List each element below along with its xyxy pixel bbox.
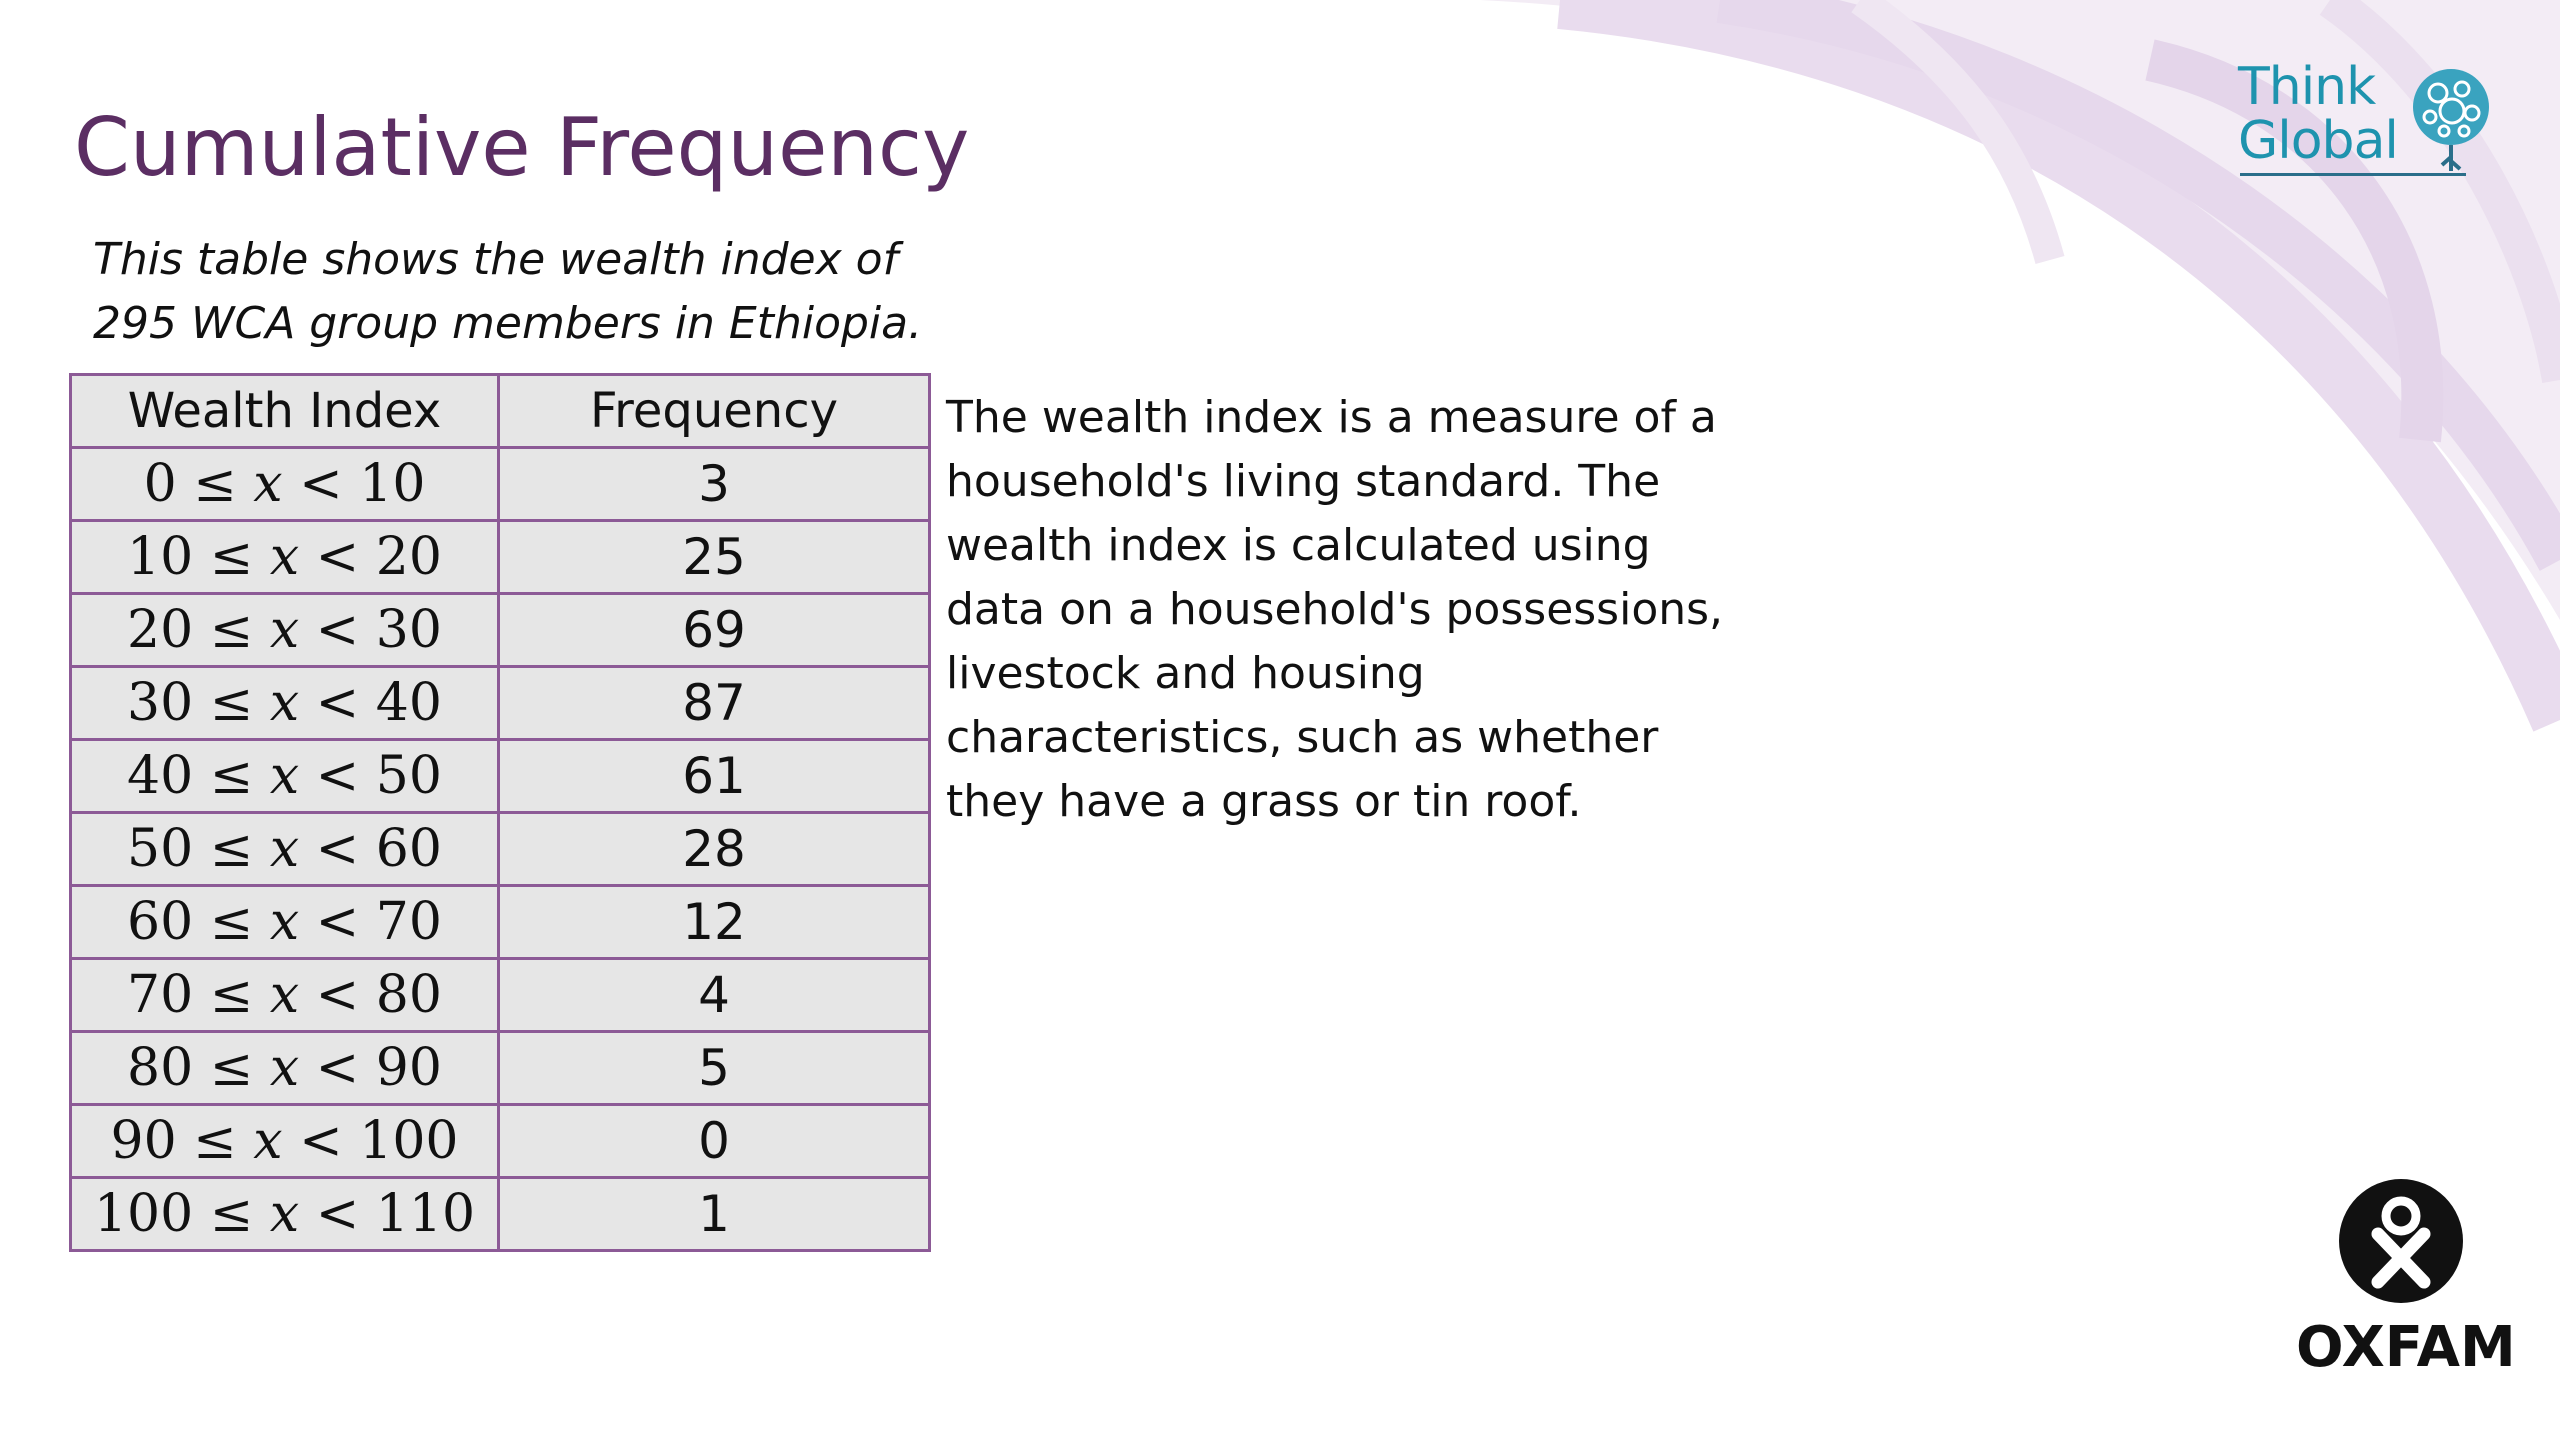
table-row	[71, 448, 930, 521]
wealth-interval-cell: 0 ≤ 𝑥 < 10	[71, 448, 499, 521]
wealth-index-description	[946, 386, 1746, 834]
frequency-cell: 5	[499, 1032, 930, 1105]
frequency-table	[69, 373, 931, 1252]
frequency-cell: 1	[499, 1178, 930, 1251]
wealth-interval-cell: 20 ≤ 𝑥 < 30	[71, 594, 499, 667]
header-frequency: Frequency	[499, 375, 930, 448]
wealth-interval-cell: 80 ≤ 𝑥 < 90	[71, 1032, 499, 1105]
frequency-cell: 69	[499, 594, 930, 667]
frequency-cell: 28	[499, 813, 930, 886]
header-wealth-index: Wealth Index	[71, 375, 499, 448]
table-header-row	[71, 375, 930, 448]
table-row	[71, 667, 930, 740]
frequency-cell: 61	[499, 740, 930, 813]
frequency-cell: 12	[499, 886, 930, 959]
description-line: they have a grass or tin roof.	[946, 776, 1582, 827]
globe-tree-icon	[2408, 65, 2494, 185]
table-row	[71, 959, 930, 1032]
table-row	[71, 740, 930, 813]
frequency-cell: 3	[499, 448, 930, 521]
table-row	[71, 1178, 930, 1251]
think-global-wordmark	[2238, 57, 2398, 171]
oxfam-figure-icon	[2338, 1178, 2464, 1304]
think-global-line1: Think	[2238, 57, 2376, 117]
table-row	[71, 886, 930, 959]
subtitle	[93, 228, 922, 356]
wealth-interval-cell: 100 ≤ 𝑥 < 110	[71, 1178, 499, 1251]
wealth-interval-cell: 60 ≤ 𝑥 < 70	[71, 886, 499, 959]
description-line: wealth index is calculated using	[946, 520, 1651, 571]
frequency-cell: 0	[499, 1105, 930, 1178]
wealth-interval-cell: 70 ≤ 𝑥 < 80	[71, 959, 499, 1032]
table-row	[71, 521, 930, 594]
wealth-interval-cell: 40 ≤ 𝑥 < 50	[71, 740, 499, 813]
subtitle-line: This table shows the wealth index of	[93, 234, 899, 285]
frequency-cell: 25	[499, 521, 930, 594]
frequency-cell: 4	[499, 959, 930, 1032]
description-line: livestock and housing	[946, 648, 1425, 699]
description-line: characteristics, such as whether	[946, 712, 1659, 763]
table-row	[71, 594, 930, 667]
wealth-interval-cell: 10 ≤ 𝑥 < 20	[71, 521, 499, 594]
oxfam-logo	[2296, 1178, 2516, 1388]
description-line: The wealth index is a measure of a	[946, 392, 1717, 443]
subtitle-line: 295 WCA group members in Ethiopia.	[93, 298, 923, 349]
think-global-line2: Global	[2238, 111, 2398, 171]
think-global-logo	[2238, 57, 2498, 190]
oxfam-wordmark: OXFAM	[2296, 1315, 2516, 1380]
table-row	[71, 813, 930, 886]
frequency-cell: 87	[499, 667, 930, 740]
wealth-interval-cell: 50 ≤ 𝑥 < 60	[71, 813, 499, 886]
table-row	[71, 1105, 930, 1178]
wealth-interval-cell: 30 ≤ 𝑥 < 40	[71, 667, 499, 740]
page-title: Cumulative Frequency	[74, 101, 970, 194]
table-row	[71, 1032, 930, 1105]
description-line: household's living standard. The	[946, 456, 1661, 507]
description-line: data on a household's possessions,	[946, 584, 1724, 635]
wealth-interval-cell: 90 ≤ 𝑥 < 100	[71, 1105, 499, 1178]
